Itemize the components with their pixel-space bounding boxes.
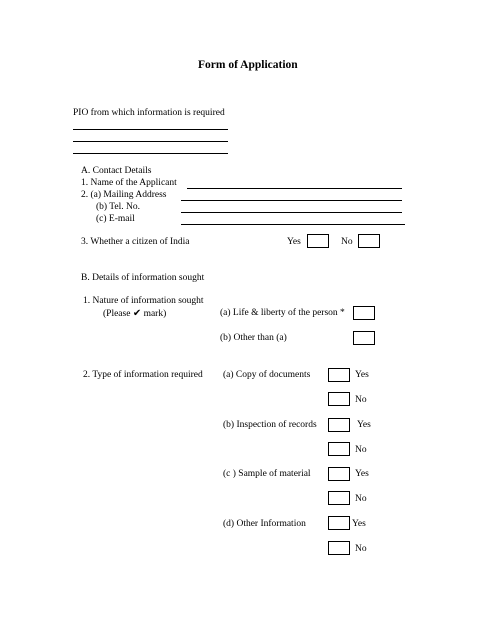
- check-mark-icon: ✔: [132, 308, 142, 319]
- citizen-no-box[interactable]: [358, 234, 380, 248]
- type-copy-yes-label: Yes: [355, 370, 369, 380]
- type-sample-no-box[interactable]: [328, 491, 350, 505]
- nature-mark-pre: (Please: [103, 309, 131, 319]
- type-inspection-label: (b) Inspection of records: [223, 420, 317, 430]
- email-line[interactable]: [181, 224, 405, 225]
- section-b-heading: B. Details of information sought: [81, 273, 205, 283]
- applicant-name-label: 1. Name of the Applicant: [81, 178, 177, 188]
- citizen-no-label: No: [341, 237, 353, 247]
- mailing-address-line[interactable]: [181, 200, 402, 201]
- type-sample-yes-label: Yes: [355, 469, 369, 479]
- citizen-label: 3. Whether a citizen of India: [81, 237, 190, 247]
- citizen-yes-label: Yes: [287, 237, 301, 247]
- type-sample-no-label: No: [355, 494, 367, 504]
- life-liberty-label: (a) Life & liberty of the person *: [220, 308, 345, 318]
- other-than-box[interactable]: [353, 331, 375, 345]
- type-copy-label: (a) Copy of documents: [223, 370, 311, 380]
- type-label: 2. Type of information required: [83, 370, 203, 380]
- pio-line-1[interactable]: [73, 129, 228, 130]
- email-label: (c) E-mail: [96, 214, 135, 224]
- type-copy-no-label: No: [355, 395, 367, 405]
- type-other-no-box[interactable]: [328, 541, 350, 555]
- nature-mark-note: [103, 308, 166, 319]
- type-inspection-yes-box[interactable]: [328, 418, 350, 432]
- nature-mark-post: mark): [143, 309, 167, 319]
- pio-line-2[interactable]: [73, 141, 228, 142]
- tel-line[interactable]: [181, 212, 402, 213]
- type-other-yes-box[interactable]: [328, 516, 350, 530]
- type-copy-no-box[interactable]: [328, 392, 350, 406]
- type-inspection-no-box[interactable]: [328, 442, 350, 456]
- section-a-heading: A. Contact Details: [81, 166, 152, 176]
- type-other-yes-label: Yes: [352, 519, 366, 529]
- type-other-label: (d) Other Information: [223, 519, 306, 529]
- type-inspection-no-label: No: [355, 445, 367, 455]
- type-sample-yes-box[interactable]: [328, 467, 350, 481]
- citizen-yes-box[interactable]: [307, 234, 329, 248]
- applicant-name-line[interactable]: [187, 188, 402, 189]
- type-inspection-yes-label: Yes: [357, 420, 371, 430]
- pio-label: PIO from which information is required: [73, 108, 225, 118]
- nature-label: 1. Nature of information sought: [83, 296, 204, 306]
- pio-line-3[interactable]: [73, 153, 228, 154]
- mailing-address-label: 2. (a) Mailing Address: [81, 190, 167, 200]
- type-sample-label: (c ) Sample of material: [223, 469, 311, 479]
- type-other-no-label: No: [355, 544, 367, 554]
- type-copy-yes-box[interactable]: [328, 368, 350, 382]
- tel-label: (b) Tel. No.: [96, 202, 141, 212]
- other-than-label: (b) Other than (a): [220, 333, 287, 343]
- life-liberty-box[interactable]: [353, 306, 375, 320]
- form-title: Form of Application: [198, 59, 298, 71]
